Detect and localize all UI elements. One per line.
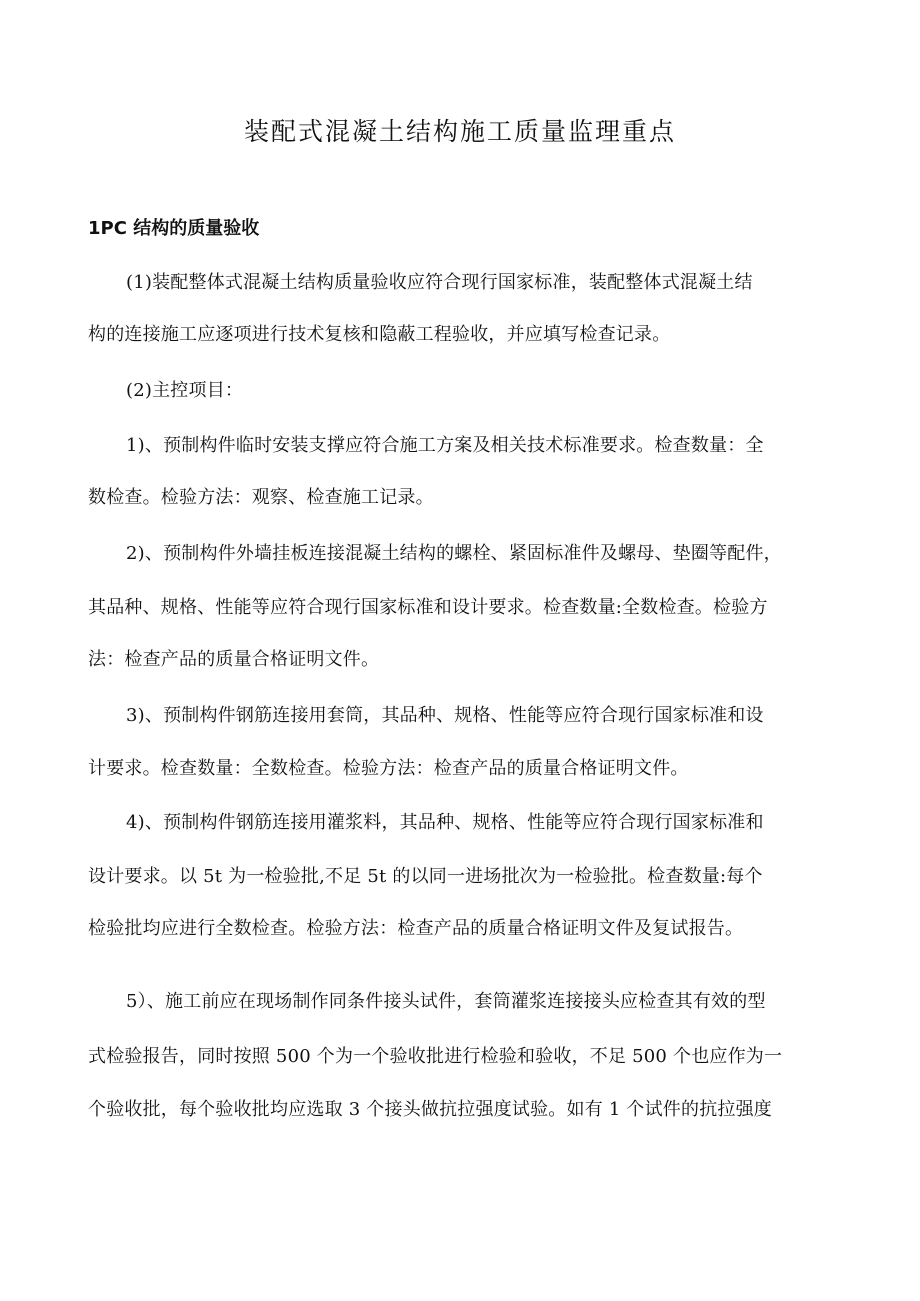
item-2-line-3: 法：检查产品的质量合格证明文件。 bbox=[88, 649, 380, 670]
item-5-line-3: 个验收批，每个验收批均应选取 3 个接头做抗拉强度试验。如有 1 个试件的抗拉强度 bbox=[88, 1099, 772, 1120]
section-heading: 1PC 结构的质量验收 bbox=[88, 218, 260, 239]
paragraph-2-line-1: (2)主控项目： bbox=[126, 380, 244, 401]
document-title: 装配式混凝土结构施工质量监理重点 bbox=[243, 117, 676, 146]
item-3-line-2: 计要求。检查数量：全数检查。检验方法：检查产品的质量合格证明文件。 bbox=[88, 758, 689, 779]
paragraph-1-line-2: 构的连接施工应逐项进行技术复核和隐蔽工程验收，并应填写检查记录。 bbox=[88, 324, 671, 345]
item-4-line-1: 4)、预制构件钢筋连接用灌浆料，其品种、规格、性能等应符合现行国家标准和 bbox=[126, 812, 764, 833]
item-5-line-1: 5）、施工前应在现场制作同条件接头试件，套筒灌浆连接接头应检查其有效的型 bbox=[126, 991, 766, 1012]
item-4-line-3: 检验批均应进行全数检查。检验方法：检查产品的质量合格证明文件及复试报告。 bbox=[88, 918, 744, 939]
item-1-line-1: 1)、预制构件临时安装支撑应符合施工方案及相关技术标准要求。检查数量：全 bbox=[126, 435, 764, 456]
item-3-line-1: 3)、预制构件钢筋连接用套筒，其品种、规格、性能等应符合现行国家标准和设 bbox=[126, 705, 764, 726]
item-1-line-2: 数检查。检验方法：观察、检查施工记录。 bbox=[88, 487, 434, 508]
paragraph-1-line-1: (1)装配整体式混凝土结构质量验收应符合现行国家标准，装配整体式混凝土结 bbox=[126, 272, 753, 293]
item-4-line-2: 设计要求。以 5t 为一检验批,不足 5t 的以同一进场批次为一检验批。检查数量:每个 bbox=[88, 866, 763, 887]
item-2-line-2: 其品种、规格、性能等应符合现行国家标准和设计要求。检查数量:全数检查。检验方 bbox=[88, 597, 768, 618]
item-2-line-1: 2)、预制构件外墙挂板连接混凝土结构的螺栓、紧固标准件及螺母、垫圈等配件， bbox=[126, 543, 782, 564]
item-5-line-2: 式检验报告，同时按照 500 个为一个验收批进行检验和验收，不足 500 个也应作为一 bbox=[88, 1046, 783, 1067]
